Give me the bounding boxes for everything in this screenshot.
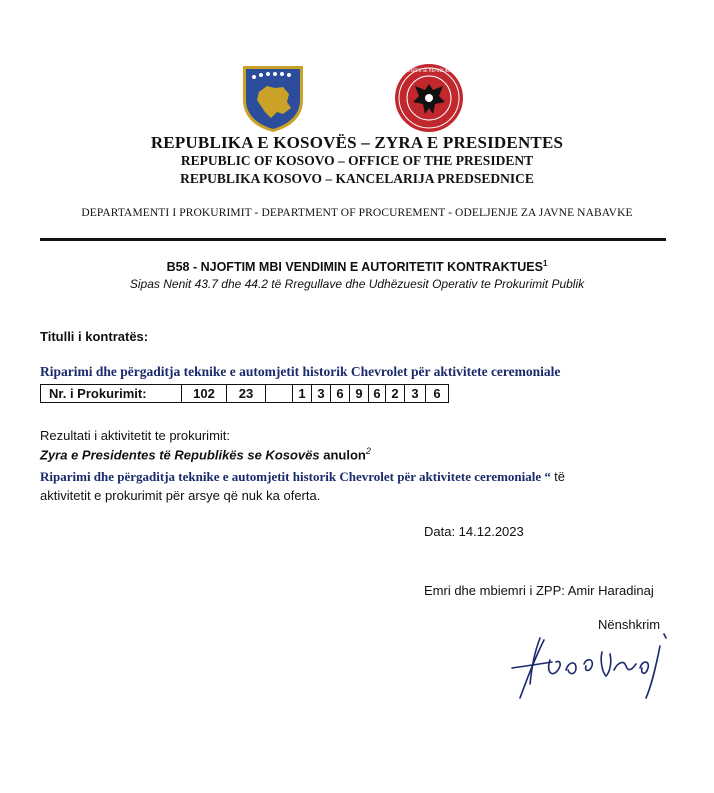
header-divider bbox=[40, 238, 666, 241]
header-title-albanian: REPUBLIKA E KOSOVËS – ZYRA E PRESIDENTES bbox=[150, 133, 564, 152]
contract-title: Riparimi dhe përgaditja teknike e automjetit historik Chevrolet për aktivitete ceremoniale bbox=[40, 364, 561, 379]
result-tail-1: të bbox=[554, 469, 565, 484]
contract-title-label: Titulli i kontratës: bbox=[40, 329, 149, 344]
table-row bbox=[41, 385, 449, 403]
presidential-seal-icon bbox=[378, 62, 480, 134]
result-label: Rezultati i aktivitetit te prokurimit: bbox=[40, 428, 231, 443]
notice-date: Data: 14.12.2023 bbox=[424, 524, 524, 539]
result-contract-ref: Riparimi dhe përgaditja teknike e automjetit historik Chevrolet për aktivitete ceremoniale bbox=[40, 469, 542, 484]
notice-title bbox=[0, 259, 714, 274]
procurement-cell: 2 bbox=[386, 385, 405, 403]
footnote-ref-1: 1 bbox=[542, 259, 548, 268]
department-line: DEPARTAMENTI I PROKURIMIT - DEPARTMENT OF PROCUREMENT - ODELJENJE ZA JAVNE NABAVKE bbox=[81, 207, 633, 219]
procurement-number-label: Nr. i Prokurimit: bbox=[41, 385, 182, 403]
header-title-english: REPUBLIC OF KOSOVO – OFFICE OF THE PRESIDENT bbox=[180, 153, 534, 168]
procurement-cell: 6 bbox=[331, 385, 350, 403]
seal-text: ZYRA E PRESIDENTES SË REPUBLIKËS SË KOSOVËS bbox=[378, 68, 480, 73]
contracting-authority: Zyra e Presidentes të Republikës se Kosovës bbox=[40, 447, 320, 463]
procurement-cell: 102 bbox=[182, 385, 227, 403]
header-title-serbian: REPUBLIKA KOSOVO – KANCELARIJA PREDSEDNICE bbox=[180, 171, 534, 186]
procurement-cell: 3 bbox=[312, 385, 331, 403]
result-action: anulon bbox=[323, 447, 366, 463]
result-authority-line bbox=[40, 446, 371, 462]
procurement-cell: 3 bbox=[405, 385, 426, 403]
footnote-ref-2: 2 bbox=[365, 446, 371, 456]
handwritten-signature-icon bbox=[506, 626, 686, 706]
result-tail-2: aktivitetit e prokurimit për arsye që nuk ka oferta. bbox=[40, 488, 321, 503]
notice-title-text: B58 - NJOFTIM MBI VENDIMIN E AUTORITETIT KONTRAKTUES bbox=[166, 260, 543, 275]
zpp-name: Emri dhe mbiemri i ZPP: Amir Haradinaj bbox=[424, 583, 654, 598]
procurement-cell: 6 bbox=[426, 385, 449, 403]
procurement-cell: 1 bbox=[293, 385, 312, 403]
procurement-cell: 23 bbox=[227, 385, 266, 403]
signature-label: Nënshkrim bbox=[598, 617, 661, 632]
procurement-cell: 6 bbox=[369, 385, 386, 403]
result-quote: “ bbox=[541, 469, 555, 484]
procurement-cell bbox=[266, 385, 293, 403]
result-paragraph bbox=[40, 467, 680, 505]
notice-subtitle: Sipas Nenit 43.7 dhe 44.2 të Rregullave dhe Udhëzuesit Operativ te Prokurimit Publik bbox=[129, 277, 585, 291]
kosovo-coat-of-arms-icon bbox=[237, 62, 309, 134]
procurement-number-table bbox=[40, 384, 449, 403]
procurement-cell: 9 bbox=[350, 385, 369, 403]
